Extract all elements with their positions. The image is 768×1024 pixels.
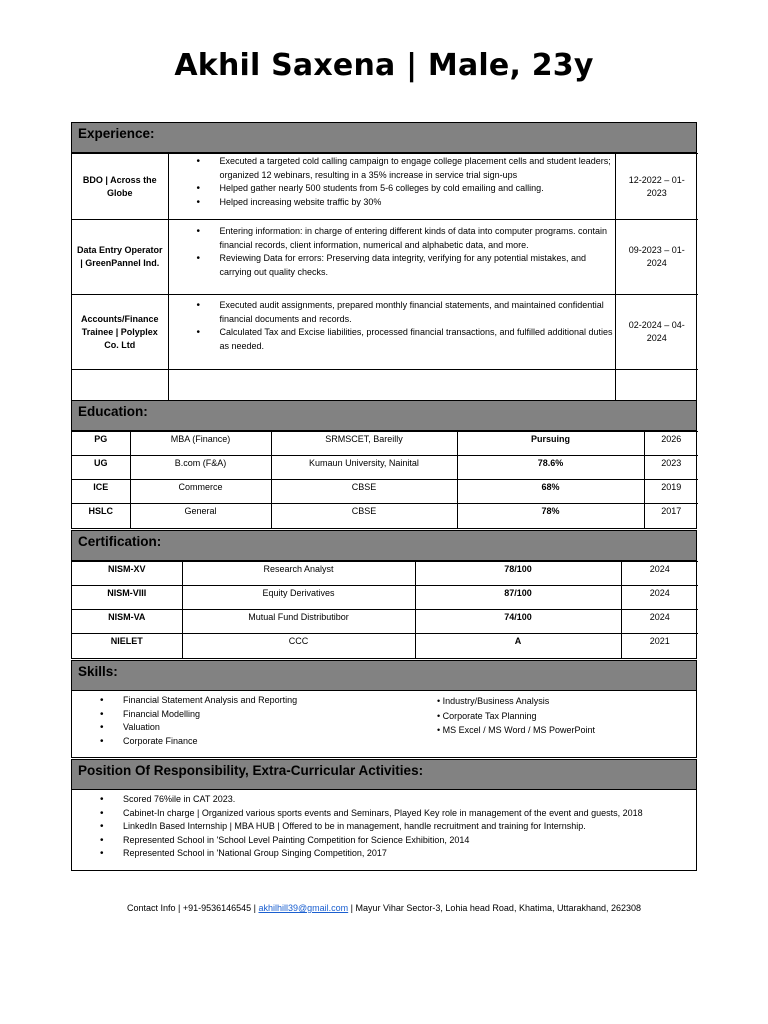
education-score: 68% [457, 480, 644, 504]
experience-point: • Entering information: in charge of entering different kinds of data into computer programs. contain financial records, client information, numerical and alphabetic data, and more. [169, 225, 615, 252]
certification-code: NIELET [72, 634, 182, 658]
education-level: UG [72, 456, 130, 480]
education-institute: CBSE [271, 480, 457, 504]
education-row [72, 480, 698, 504]
positions-list [72, 793, 696, 861]
certification-section [71, 530, 697, 659]
resume-title: Akhil Saxena | Male, 23y [174, 48, 594, 83]
certification-row [72, 610, 698, 634]
education-institute: Kumaun University, Nainital [271, 456, 457, 480]
experience-point: • Helped gather nearly 500 students from 5-6 colleges by cold emailing and calling. [169, 182, 615, 196]
certification-table [72, 561, 698, 658]
experience-dates: 02-2024 – 04-2024 [615, 295, 698, 370]
skills-body [72, 691, 696, 757]
skills-section [71, 660, 697, 758]
certification-year: 2024 [621, 586, 698, 610]
certification-score: 78/100 [415, 562, 621, 586]
skill-item: • Financial Statement Analysis and Reporting [72, 694, 437, 708]
experience-row [72, 220, 698, 295]
education-year: 2023 [644, 456, 698, 480]
skill-item: • Financial Modelling [72, 708, 437, 722]
education-row [72, 456, 698, 480]
skill-item: • MS Excel / MS Word / MS PowerPoint [437, 725, 596, 735]
experience-dates: 12-2022 – 01-2023 [615, 154, 698, 220]
position-item: • LinkedIn Based Internship | MBA HUB | Offered to be in management, handle recruitment and training for Internship. [72, 820, 696, 834]
skills-heading: Skills: [72, 661, 696, 691]
certification-code: NISM-VIII [72, 586, 182, 610]
education-institute: SRMSCET, Bareilly [271, 432, 457, 456]
experience-point: • Executed a targeted cold calling campaign to engage college placement cells and student leaders; organized 12 webinars, resulting in a 35% increase in service trial sign-ups [169, 155, 615, 182]
education-row [72, 432, 698, 456]
skills-list-left [72, 694, 437, 748]
education-level: ICE [72, 480, 130, 504]
position-item: • Represented School in 'National Group Singing Competition, 2017 [72, 847, 696, 861]
certification-score: 74/100 [415, 610, 621, 634]
position-item: • Represented School in 'School Level Painting Competition for Science Exhibition, 2014 [72, 834, 696, 848]
skill-item: • Valuation [72, 721, 437, 735]
certification-year: 2021 [621, 634, 698, 658]
experience-points [169, 155, 615, 209]
skill-item: • Corporate Finance [72, 735, 437, 749]
skills-list-right [437, 694, 595, 738]
experience-dates: 09-2023 – 01-2024 [615, 220, 698, 295]
certification-name: CCC [182, 634, 415, 658]
contact-prefix: Contact Info | +91-9536146545 | [126, 903, 259, 913]
certification-name: Research Analyst [182, 562, 415, 586]
positions-heading: Position Of Responsibility, Extra-Curricular Activities: [72, 760, 696, 790]
experience-role: Data Entry Operator | GreenPannel Ind. [72, 220, 168, 295]
education-year: 2017 [644, 504, 698, 528]
position-item: • Scored 76%ile in CAT 2023. [72, 793, 696, 807]
experience-role: BDO | Across the Globe [72, 154, 168, 220]
experience-heading: Experience: [72, 123, 696, 153]
position-item: • Cabinet-In charge | Organized various sports events and Seminars, Played Key role in management of the event and guests, 2018 [72, 807, 696, 821]
experience-points [169, 299, 615, 353]
certification-name: Mutual Fund Distributibor [182, 610, 415, 634]
certification-row [72, 634, 698, 658]
skill-item: • Industry/Business Analysis [437, 696, 550, 706]
education-institute: CBSE [271, 504, 457, 528]
experience-row [72, 295, 698, 370]
certification-year: 2024 [621, 610, 698, 634]
experience-row [72, 154, 698, 220]
contact-info [0, 903, 768, 913]
education-row [72, 504, 698, 528]
education-table [72, 431, 698, 528]
skill-item: • Corporate Tax Planning [437, 710, 537, 721]
certification-name: Equity Derivatives [182, 586, 415, 610]
education-score: 78.6% [457, 456, 644, 480]
education-level: PG [72, 432, 130, 456]
education-course: MBA (Finance) [130, 432, 271, 456]
education-course: General [130, 504, 271, 528]
email-link[interactable]: akhilhill39@gmail.com [258, 903, 349, 913]
certification-score: 87/100 [415, 586, 621, 610]
certification-code: NISM-XV [72, 562, 182, 586]
experience-table [72, 153, 698, 400]
education-course: Commerce [130, 480, 271, 504]
certification-year: 2024 [621, 562, 698, 586]
education-section [71, 400, 697, 529]
experience-point: • Helped increasing website traffic by 30% [169, 196, 615, 210]
experience-row-empty [72, 370, 698, 400]
certification-score: A [415, 634, 621, 658]
experience-points [169, 225, 615, 279]
experience-point: • Executed audit assignments, prepared monthly financial statements, and maintained confidential financial documents and records. [169, 299, 615, 326]
education-score: 78% [457, 504, 644, 528]
contact-address: | Mayur Vihar Sector-3, Lohia head Road, Khatima, Uttarakhand, 262308 [348, 903, 642, 913]
education-heading: Education: [72, 401, 696, 431]
certification-code: NISM-VA [72, 610, 182, 634]
certification-row [72, 586, 698, 610]
education-year: 2019 [644, 480, 698, 504]
experience-point: • Calculated Tax and Excise liabilities, processed financial transactions, and fulfilled additional duties as needed. [169, 326, 615, 353]
education-score: Pursuing [457, 432, 644, 456]
education-level: HSLC [72, 504, 130, 528]
positions-section [71, 759, 697, 871]
certification-heading: Certification: [72, 531, 696, 561]
experience-point: • Reviewing Data for errors: Preserving data integrity, verifying for any potential mistakes, and carrying out quality checks. [169, 252, 615, 279]
education-course: B.com (F&A) [130, 456, 271, 480]
education-year: 2026 [644, 432, 698, 456]
certification-row [72, 562, 698, 586]
experience-role: Accounts/Finance Trainee | Polyplex Co. Ltd [72, 295, 168, 370]
experience-section [71, 122, 697, 401]
